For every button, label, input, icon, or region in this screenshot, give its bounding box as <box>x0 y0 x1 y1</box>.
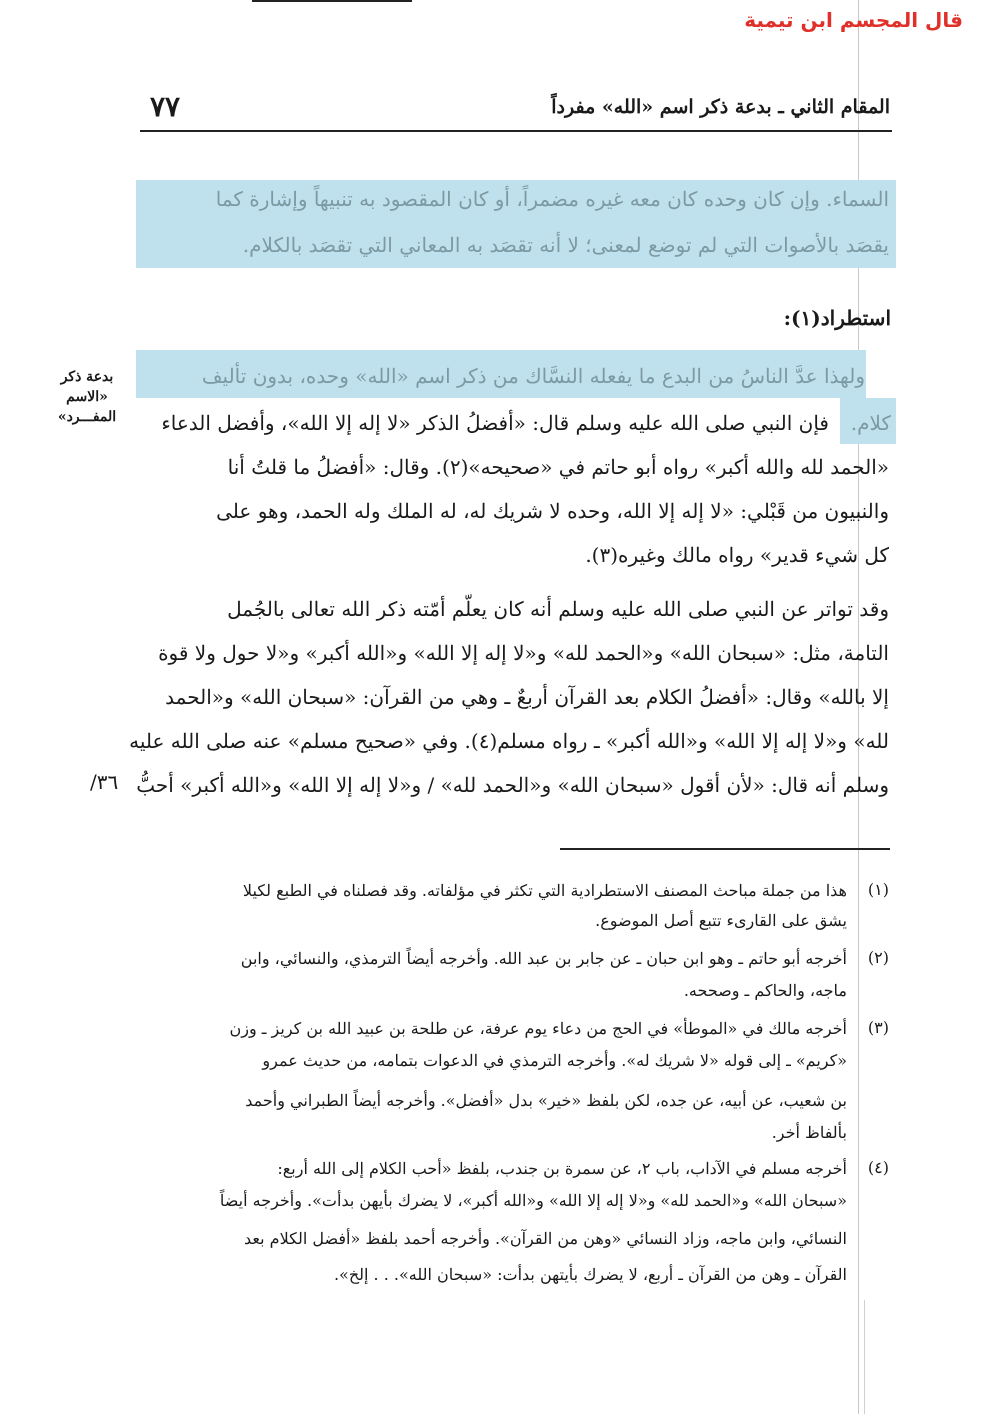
footnote-4-line-4: القرآن ـ وهن من القرآن ـ أربع، لا يضرك بأيتهن بدأت: «سبحان الله». . . إلخ». <box>333 1265 847 1284</box>
page-number: ٧٧ <box>150 90 181 123</box>
paragraph-3-line-4: لله» و«لا إله إلا الله» و«الله أكبر» ـ رواه مسلم(٤). وفي «صحيح مسلم» عنه صلى الله عليه <box>129 729 889 753</box>
footnote-3-line-1: أخرجه مالك في «الموطأ» في الحج من دعاء يوم عرفة، عن طلحة بن عبيد الله بن كريز ـ وزن <box>229 1019 847 1038</box>
paragraph-2-line-5: كل شيء قدير» رواه مالك وغيره(٣). <box>585 543 889 567</box>
footnote-rule <box>560 848 890 850</box>
running-title: المقام الثاني ـ بدعة ذكر اسم «الله» مفرداً <box>551 96 890 118</box>
paragraph-3-line-5: وسلم أنه قال: «لأن أقول «سبحان الله» و«الحمد لله» / و«لا إله إلا الله» و«الله أكبر» أحبُّ <box>136 773 889 797</box>
footnote-4-line-1: أخرجه مسلم في الآداب، باب ٢، عن سمرة بن جندب، بلفظ «أحب الكلام إلى الله أربع: <box>277 1159 847 1178</box>
paragraph-3-line-3: إلا بالله» وقال: «أفضلُ الكلام بعد القرآن أربعٌ ـ وهي من القرآن: «سبحان الله» و«الحمد <box>165 685 889 709</box>
footnote-3-line-3: بن شعيب، عن أبيه، عن جده، لكن بلفظ «خير» بدل «أفضل». وأخرجه أيضاً الطبراني وأحمد <box>245 1091 847 1110</box>
footnote-3-number: (٣) <box>867 1018 889 1037</box>
paragraph-2-line-2: فإن النبي صلى الله عليه وسلم قال: «أفضلُ الذكر «لا إله إلا الله»، وأفضل الدعاء <box>161 411 829 435</box>
paragraph-3-line-1: وقد تواتر عن النبي صلى الله عليه وسلم أنه كان يعلّم أمّته ذكر الله تعالى بالجُمل <box>227 597 889 621</box>
footnote-2-line-2: ماجه، والحاكم ـ وصححه. <box>683 981 847 1000</box>
footnote-3-line-2: «كريم» ـ إلى قوله «لا شريك له». وأخرجه الترمذي في الدعوات بتمامه، من حديث عمرو <box>262 1051 847 1070</box>
footnote-3-line-4: بألفاظ أخر. <box>771 1123 847 1142</box>
scan-edge-line-lower <box>864 1300 865 1414</box>
section-heading: استطراد(١): <box>783 306 891 330</box>
footnote-2-number: (٢) <box>867 948 889 967</box>
footnote-1-line-2: يشق على القارىء تتبع أصل الموضوع. <box>595 911 847 930</box>
margin-note-line-2: «الاسم <box>66 389 108 405</box>
paragraph-2-line-4: والنبيون من قَبْلي: «لا إله إلا الله، وحده لا شريك له، له الملك وله الحمد، وهو على <box>216 499 889 523</box>
footnote-4-line-3: النسائي، وابن ماجه، وزاد النسائي «وهن من القرآن». وأخرجه أحمد بلفظ «أفضل الكلام بعد <box>244 1229 847 1248</box>
footnote-2-line-1: أخرجه أبو حاتم ـ وهو ابن حبان ـ عن جابر بن عبد الله. وأخرجه أيضاً الترمذي، والنسائي، وابن <box>240 949 847 968</box>
paragraph-2-highlight-word: كلام. <box>850 411 891 435</box>
watermark-label: قال المجسم ابن تيمية <box>744 8 963 32</box>
paragraph-2-line-3: «الحمد لله والله أكبر» رواه أبو حاتم في «صحيحه»(٢). وقال: «أفضلُ ما قلتُ أنا <box>227 455 889 479</box>
paragraph-1-line-1: السماء. وإن كان وحده كان معه غيره مضمراً، أو كان المقصود به تنبيهاً وإشارة كما <box>215 187 889 211</box>
margin-note-line-1: بدعة ذكر <box>60 369 114 385</box>
paragraph-2-line-1: ولهذا عدَّ الناسُ من البدع ما يفعله النسَّاك من ذكر اسم «الله» وحده، بدون تأليف <box>201 364 865 388</box>
paragraph-1-line-2: يقصَد بالأصوات التي لم توضع لمعنى؛ لا أنه تقصَد به المعاني التي تقصَد بالكلام. <box>242 233 889 257</box>
scan-top-rule <box>252 0 412 2</box>
footnote-4-number: (٤) <box>867 1158 889 1177</box>
footnote-1-number: (١) <box>867 880 889 899</box>
header-rule <box>140 130 892 132</box>
footnote-1-line-1: هذا من جملة مباحث المصنف الاستطرادية التي تكثر في مؤلفاته. وقد فصلناه في الطبع لكيلا <box>242 881 847 900</box>
footnote-4-line-2: «سبحان الله» و«الحمد لله» و«لا إله إلا الله» و«الله أكبر»، لا يضرك بأيهن بدأت». وأخرجه أيضاً <box>219 1191 847 1210</box>
margin-page-reference: /٣٦ <box>90 770 119 794</box>
margin-note-line-3: المفـــرد» <box>57 409 117 425</box>
paragraph-3-line-2: التامة، مثل: «سبحان الله» و«الحمد لله» و«لا إله إلا الله» و«الله أكبر» و«لا حول ولا قوة <box>158 641 889 665</box>
